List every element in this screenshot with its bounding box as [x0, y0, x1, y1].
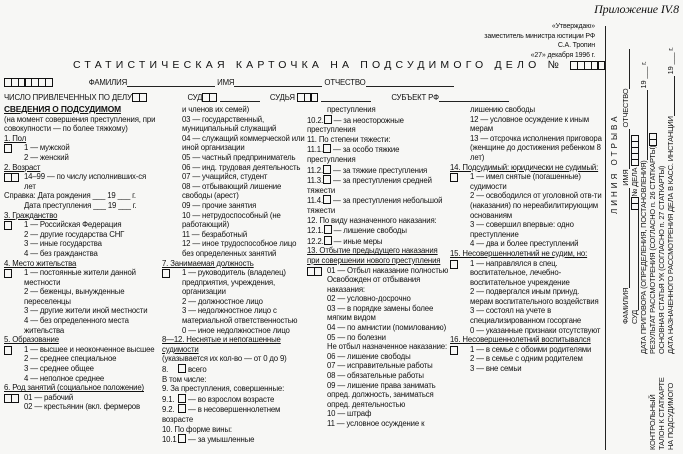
stub-name-row — [621, 49, 630, 324]
item-label: — за особо тяжкие преступления — [307, 145, 400, 164]
option-item: 02 — крестьянин (вкл. фермеров — [24, 402, 140, 412]
count-box[interactable] — [178, 394, 186, 403]
code-input[interactable] — [450, 173, 457, 184]
checkbox-cell[interactable] — [450, 346, 458, 355]
stub-name-field[interactable] — [621, 129, 630, 169]
stub-patronymic-field[interactable] — [621, 49, 630, 89]
code-input[interactable] — [4, 394, 18, 405]
count-field-row — [162, 434, 307, 445]
option-item: 07 — исправительные работы — [327, 361, 433, 371]
item-label: — лишение свободы — [333, 226, 407, 236]
count-box[interactable] — [323, 195, 331, 204]
note-text: 11. По степени тяжести: — [307, 134, 391, 144]
stub-talon-line-2: ТАЛОН К СТАТКАРТЕ — [657, 377, 666, 450]
option-item: 4 — без гражданства — [24, 248, 98, 258]
judge-field[interactable] — [321, 93, 371, 102]
court-field[interactable] — [220, 93, 260, 102]
section-heading: 7. Занимаемая должность — [162, 258, 254, 268]
column-juvenile — [450, 105, 602, 374]
option-item: 12 — иное трудоспособное лицо без определенных занятий — [182, 239, 297, 258]
option-group — [162, 268, 307, 335]
option-group — [450, 105, 602, 163]
option-item: 0 — иное недолжностное лицо — [182, 325, 290, 335]
option-item: 10 — штраф — [327, 409, 372, 419]
option-item: 01 — рабочий — [24, 392, 74, 402]
option-item: 12 — условное осуждение к иным мерам — [470, 114, 589, 134]
checkbox-cell[interactable] — [4, 269, 12, 278]
note-text: 9. За преступления, совершенные: — [162, 384, 285, 394]
count-field-row — [307, 115, 449, 135]
stub-patronymic-label: ОТЧЕСТВО — [621, 88, 630, 128]
count-box[interactable] — [178, 364, 186, 373]
note-text: (на момент совершения преступления, при совокупности — по более тяжкому) — [4, 114, 156, 134]
card-code-field[interactable] — [4, 78, 52, 89]
option-item: 0 — указанные признаки отсутствуют — [470, 325, 601, 335]
option-item: 1 — постоянные жители данной местности — [24, 268, 136, 287]
option-item: 4 — неполное среднее — [24, 373, 105, 383]
option-item: 08 — отбывающий лишение свободы (арест) — [182, 181, 282, 201]
option-item: 04 — служащий коммерческой или иной организации — [182, 133, 305, 153]
option-item: 2 — женский — [24, 152, 69, 162]
section-heading: 6. Род занятий (социальное положение) — [4, 383, 144, 393]
stub-name-label: ИМЯ — [621, 169, 630, 186]
item-number: 9.2. — [162, 405, 175, 415]
count-field-row — [307, 195, 449, 215]
checkbox-cell[interactable] — [4, 144, 12, 153]
option-group — [4, 172, 159, 191]
approver-name: С.А. Тропин — [557, 42, 595, 49]
item-label: — в несовершеннолетнем возрасте — [162, 405, 281, 424]
approval-block — [484, 22, 595, 60]
section-heading: 2. Возраст — [4, 162, 41, 172]
option-item: и членов их семей) — [182, 105, 250, 114]
item-number: 10.1 — [162, 435, 177, 445]
count-box[interactable] — [178, 404, 186, 413]
item-number: 9.1. — [162, 394, 175, 404]
count-field-row — [307, 175, 449, 195]
approver-title: заместитель министра юстиции РФ — [484, 32, 595, 40]
option-group — [4, 393, 159, 412]
option-item: 10 — нетрудоспособный (не работающий) — [182, 210, 281, 230]
checkbox-cell[interactable] — [314, 267, 322, 276]
option-group — [4, 220, 159, 258]
section-heading: 15. Несовершеннолетний не судим, но: — [450, 248, 588, 258]
count-field-row — [307, 144, 449, 164]
section-heading: 16. Несовершеннолетний воспитывался — [450, 335, 591, 345]
checkbox-cell[interactable] — [4, 346, 12, 355]
option-item: 3 — другие жители иной местности — [24, 306, 148, 316]
control-stub — [608, 0, 683, 454]
item-label: — во взрослом возрасте — [188, 394, 275, 404]
stub-surname-field[interactable] — [621, 188, 630, 288]
item-number: 11.1. — [307, 145, 324, 155]
option-group — [4, 345, 159, 383]
option-item: 3 — иные государства — [24, 239, 102, 249]
count-field-row — [307, 225, 449, 236]
name-field[interactable] — [234, 78, 322, 87]
item-label: — за тяжкие преступления — [333, 165, 428, 175]
option-item: 2 — подвергался иным принуд. мерам воспитательного воздействия — [470, 287, 599, 306]
count-box[interactable] — [323, 175, 331, 184]
note-text: преступления — [327, 105, 376, 114]
count-field-row — [162, 394, 307, 405]
item-number: 11.3. — [307, 176, 324, 186]
option-item: Освобожден от отбывания наказания: — [327, 275, 421, 294]
item-number: 12.2. — [307, 236, 324, 246]
option-item: 09 — прочие занятия — [182, 200, 257, 210]
count-field-row — [307, 236, 449, 247]
option-item: 08 — обязательные работы — [327, 371, 424, 381]
option-item: 1 — мужской — [24, 143, 70, 153]
item-label: — за неосторожные преступления — [307, 115, 404, 135]
tear-line-label: ЛИНИЯ ОТРЫВА — [610, 113, 619, 214]
note-text: В том числе: — [162, 374, 207, 384]
case-number-field[interactable] — [570, 61, 604, 72]
checkbox-cell[interactable] — [450, 260, 458, 269]
section-heading: 4. Место жительства — [4, 258, 77, 268]
stub-court-label: СУД — [630, 309, 639, 324]
stub-article-label: ОСНОВНАЯ СТАТЬЯ УК (СОГЛАСНО п. 27 СТАТКАРТЫ) — [657, 165, 666, 354]
option-item: 2 — в семье с одним родителем — [470, 354, 583, 364]
patronymic-field[interactable] — [366, 78, 454, 87]
item-number: 10.2. — [307, 115, 324, 125]
option-item: 05 — по болезни — [327, 332, 386, 342]
code-input[interactable] — [162, 269, 169, 280]
code-input[interactable] — [450, 346, 457, 357]
section-heading: 13. Отбытие предыдущего наказания при совершении нового преступления — [307, 246, 441, 265]
count-box[interactable] — [178, 434, 186, 443]
option-item: 2 — беженцы, вынужденные переселенцы — [24, 287, 125, 306]
option-item: Не отбыл назначенное наказание: — [327, 342, 448, 352]
checkbox-cell[interactable] — [4, 221, 12, 230]
item-number: 8. — [162, 365, 169, 375]
defendant-count-label: ЧИСЛО ПРИВЛЕЧЕННЫХ ПО ДЕЛУ — [4, 93, 132, 102]
option-item: 2 — среднее специальное — [24, 354, 117, 364]
section-heading: СВЕДЕНИЯ О ПОДСУДИМОМ — [4, 104, 121, 114]
option-item: 14–99 — по числу исполнивших-ся лет — [24, 172, 147, 191]
note-text: Дата преступления ___ 19 ___ г. — [24, 200, 137, 210]
option-item: 1 — имел снятые (погашенные) судимости — [470, 172, 581, 191]
option-item: 3 — совершил впервые: одно преступление — [470, 220, 574, 239]
option-item: 05 — частный предприниматель — [182, 152, 296, 162]
code-input[interactable] — [4, 346, 11, 357]
option-group — [450, 259, 602, 336]
count-field-row — [307, 165, 449, 176]
code-input[interactable] — [4, 173, 18, 184]
option-item: 02 — условно-досрочно — [327, 294, 411, 304]
subject-label: СУБЪЕКТ РФ — [391, 93, 439, 102]
option-item: 1 — направлялся в спец. воспитательное, лечебно-воспитательное учреждение — [470, 258, 570, 287]
court-label: СУД — [187, 93, 203, 102]
column-occupation — [162, 105, 307, 445]
option-item: 2 — должностное лицо — [182, 296, 263, 306]
patronymic-label: ОТЧЕСТВО — [324, 78, 366, 87]
option-item: 03 — в порядке замены более мягким видом — [327, 303, 434, 323]
column-convictions — [307, 105, 449, 429]
stub-result-field[interactable] — [649, 134, 658, 146]
checkbox-cell[interactable] — [11, 173, 19, 182]
stub-court-field[interactable] — [630, 210, 639, 310]
item-label: — иные меры — [333, 236, 383, 246]
option-item: 11 — условное осуждение к — [327, 419, 425, 428]
code-input[interactable] — [307, 267, 321, 278]
count-box[interactable] — [324, 225, 332, 234]
approve-label: «Утверждаю» — [551, 23, 595, 30]
court-code-field[interactable] — [202, 93, 216, 104]
stub-article-row — [657, 166, 666, 354]
section-heading: 3. Гражданство — [4, 210, 58, 220]
option-group — [4, 268, 159, 335]
option-item: 13 — отсрочка исполнения приговора (женщине до достижения ребенком 8 лет) — [470, 133, 602, 162]
code-input[interactable] — [4, 269, 11, 280]
option-item: 07 — учащийся, студент — [182, 172, 268, 182]
count-box[interactable] — [323, 165, 331, 174]
approve-date: «27» декабря 1996 г. — [530, 51, 595, 59]
stub-case-label: № ДЕЛА — [630, 167, 639, 197]
stub-verdict-label: ДАТА ПРИГОВОРА (ОПРЕДЕЛЕНИЯ, ПОСТАНОВЛЕНИЯ) — [639, 160, 648, 354]
option-item: 09 — лишение права занимать опред. должность, заниматься опред. деятельностью — [327, 380, 436, 409]
name-label: ИМЯ — [217, 78, 235, 87]
option-item: 1 — Российская Федерация — [24, 220, 122, 230]
code-input[interactable] — [450, 260, 457, 271]
stub-verdict-year: 19 ___ г. — [639, 61, 648, 89]
item-label: — за умышленные — [188, 435, 255, 445]
item-number: 12.1. — [307, 226, 324, 236]
note-text: (указывается их кол-во — от 0 до 9) — [162, 354, 287, 364]
checkbox-cell[interactable] — [450, 173, 458, 182]
count-box[interactable] — [324, 236, 332, 245]
option-item: 3 — состоял на учете в специализированном госоргане — [470, 306, 582, 326]
case-row — [4, 93, 509, 104]
option-group — [450, 172, 602, 249]
option-item: 4 — два и более преступлений — [470, 239, 579, 249]
checkbox-cell[interactable] — [11, 394, 19, 403]
option-item: 1 — высшее и неоконченное высшее — [24, 344, 155, 354]
checkbox-cell[interactable] — [162, 269, 170, 278]
section-heading: 8—12. Неснятые и непогашенные судимости — [162, 335, 281, 354]
judge-code-field[interactable] — [297, 93, 317, 104]
stub-cassation-label: ДАТА НАЗНАЧЕННОГО РАССМОТРЕНИЯ ДЕЛА В КАСС. ИНСТАНЦИИ — [666, 116, 675, 354]
section-heading: 14. Подсудимый: юридически не судимый: — [450, 162, 599, 172]
note-text: Справка: Дата рождения ___ 19 ___ г. — [4, 191, 136, 201]
section-heading: 1. Пол — [4, 133, 27, 143]
option-item: 3 — вне семьи — [470, 364, 522, 374]
count-box[interactable] — [324, 115, 332, 124]
option-item: 1 — в семье с обоими родителями — [470, 344, 592, 354]
count-field-row — [162, 404, 307, 424]
item-number: 11.4. — [307, 196, 324, 206]
item-number: 11.2. — [307, 165, 324, 175]
stub-cassation-row — [666, 47, 675, 354]
stub-talon-line-3: НА ПОДСУДИМОГО — [666, 382, 675, 450]
stub-surname-label: ФАМИЛИЯ — [621, 287, 630, 324]
code-input[interactable] — [4, 144, 11, 155]
defendant-count-field[interactable] — [132, 93, 146, 104]
surname-label: ФАМИЛИЯ — [88, 78, 128, 87]
code-input[interactable] — [4, 221, 11, 232]
option-item: 06 — лишение свободы — [327, 351, 411, 361]
appendix-label: Приложение IV.8 — [594, 2, 679, 16]
count-field-row — [162, 364, 307, 375]
option-item: 2 — освободился от уголовной отв-ти (наказания) по нереабилитирующим основаниям — [470, 191, 602, 220]
stub-result-label: РЕЗУЛЬТАТ РАССМОТРЕНИЯ (СОГЛАСНО п. 26 СТАТКАРТЫ) — [648, 145, 657, 354]
item-label: всего — [188, 365, 207, 375]
option-group — [450, 345, 602, 374]
option-item: лишению свободы — [470, 105, 535, 114]
option-item: 1 — руководитель (владелец) предприятия, учреждения, организации — [182, 268, 286, 297]
stub-verdict-field[interactable] — [639, 90, 648, 160]
stub-talon-line-1: КОНТРОЛЬНЫЙ — [648, 394, 657, 450]
option-item: 04 — по амнистии (помилованию) — [327, 323, 447, 333]
card-title — [73, 61, 604, 72]
column-defendant-info — [4, 105, 159, 412]
stub-cassation-field[interactable] — [666, 76, 675, 116]
option-group — [162, 105, 307, 259]
option-item: 01 — Отбыл наказание полностью — [327, 265, 449, 275]
subject-field[interactable] — [439, 93, 509, 102]
option-item: 3 — недолжностное лицо с материальной ответственностью — [182, 306, 298, 326]
note-text: 10. По форме вины: — [162, 424, 232, 434]
option-item: 3 — среднее общее — [24, 364, 94, 374]
tear-divider — [605, 26, 606, 450]
name-row — [4, 78, 454, 89]
note-text: 12. По виду назначенного наказания: — [307, 215, 437, 225]
option-item: 2 — другие государства СНГ — [24, 229, 125, 239]
option-item: 06 — инд. трудовая деятельность — [182, 162, 301, 172]
surname-field[interactable] — [127, 78, 215, 87]
item-label: — за преступления небольшой тяжести — [307, 196, 443, 215]
stub-verdict-row — [639, 61, 648, 354]
option-item: 03 — государственный, муниципальный служащий — [182, 114, 277, 134]
option-item: 11 — безработный — [182, 229, 248, 239]
count-box[interactable] — [323, 144, 331, 153]
option-group — [307, 266, 449, 429]
judge-label: СУДЬЯ — [269, 93, 295, 102]
option-group — [4, 143, 159, 162]
section-heading: 5. Образование — [4, 335, 59, 345]
stub-cassation-year: 19 ___ г. — [666, 47, 675, 75]
title-text: СТАТИСТИЧЕСКАЯ КАРТОЧКА НА ПОДСУДИМОГО ДЕЛО № — [73, 59, 564, 71]
option-item: 4 — без определенного места жительства — [24, 316, 129, 335]
item-label: — за преступления средней тяжести — [307, 176, 432, 195]
